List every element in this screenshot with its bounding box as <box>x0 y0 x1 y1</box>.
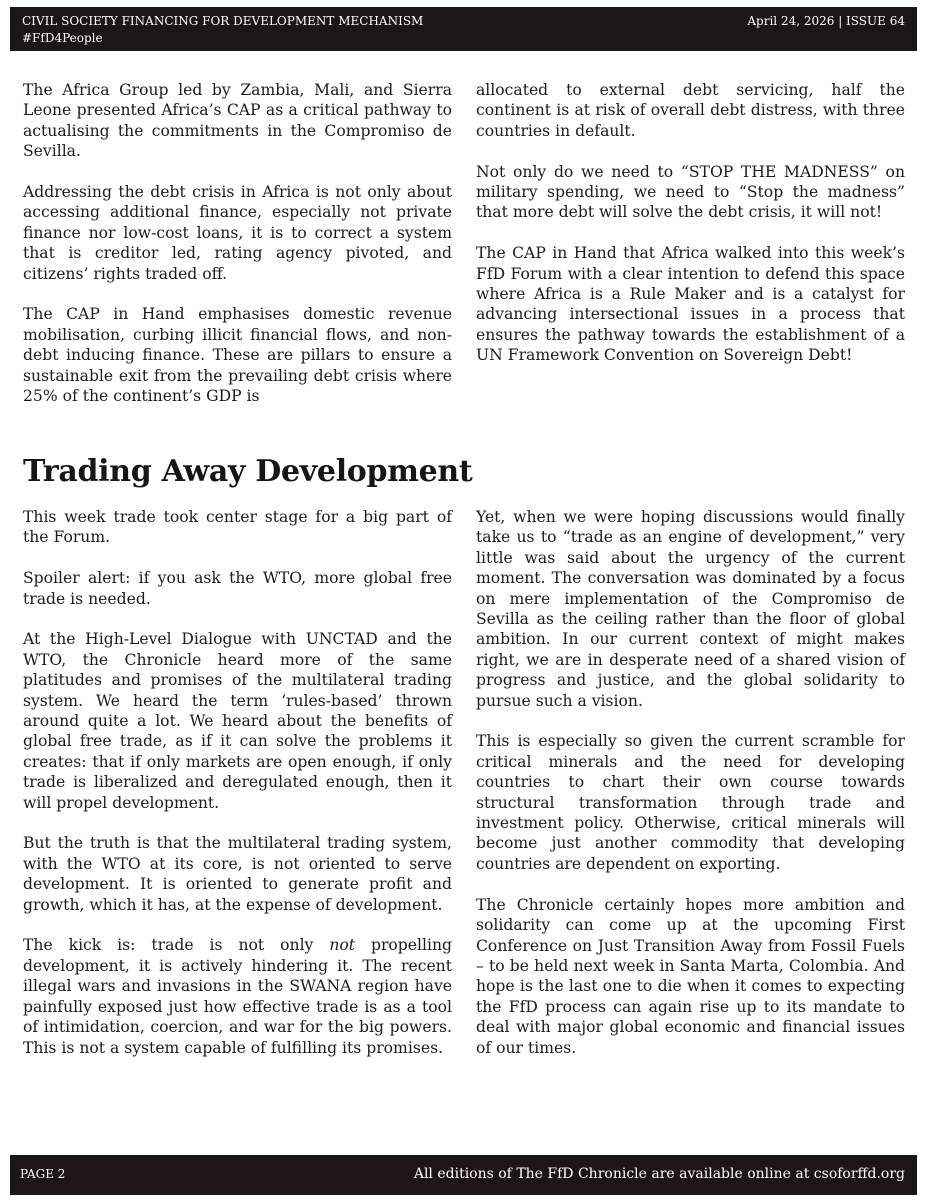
footer-note: All editions of The FfD Chronicle are available online at csoforffd.org <box>413 1166 905 1182</box>
text-run: The kick is: trade is not only <box>23 936 330 955</box>
header-org: CIVIL SOCIETY FINANCING FOR DEVELOPMENT MECHANISM <box>22 14 424 28</box>
paragraph: allocated to external debt servicing, half the continent is at risk of overall debt distress, with three countries in default. <box>476 81 905 140</box>
header-hashtag: #FfD4People <box>22 31 103 45</box>
header-date-issue: April 24, 2026 | ISSUE 64 <box>747 14 905 28</box>
paragraph: At the High-Level Dialogue with UNCTAD and the WTO, the Chronicle heard more of the same platitudes and promises of the multilateral trading system. We heard the term ‘rules-based’ thrown around quite a lot. We heard about the benefits of global free trade, as if it can solve the problems it creates: that if only markets are open enough, if only trade is liberalized and deregulated enough, then it will propel development. <box>23 630 452 812</box>
section-title: Trading Away Development <box>23 454 473 489</box>
paragraph: This is especially so given the current scramble for critical minerals and the need for developing countries to chart their own course towards structural transformation through trade and investment policy. Otherwise, critical minerals will become just another commodity that developing countries are dependent on exporting. <box>476 732 905 873</box>
paragraph: Spoiler alert: if you ask the WTO, more global free trade is needed. <box>23 569 452 608</box>
paragraph: The Chronicle certainly hopes more ambition and solidarity can come up at the upcoming First Conference on Just Transition Away from Fossil Fuels – to be held next week in Santa Marta, Colombia. And hope is the last one to die when it comes to expecting the FfD process can again rise up to its mandate to deal with major global economic and financial issues of our times. <box>476 895 905 1057</box>
emphasis: not <box>329 936 356 955</box>
top-column-right <box>476 80 905 366</box>
header-bar <box>10 7 917 51</box>
paragraph: This week trade took center stage for a big part of the Forum. <box>23 508 452 547</box>
header-left <box>22 13 423 47</box>
paragraph: Yet, when we were hoping discussions would finally take us to “trade as an engine of development,” very little was said about the urgency of the current moment. The conversation was dominated by a focus on mere implementation of the Compromiso de Sevilla as the ceiling rather than the floor of global ambition. In our current context of might makes right, we are in desperate need of a shared vision of progress and justice, and the global solidarity to pursue such a vision. <box>476 508 905 710</box>
text-run: propelling development, it is actively hindering it. The recent illegal wars and invasions in the SWANA region have painfully exposed just how effective trade is as a tool of intimidation, coercion, and war for the big powers. This is not a system capable of fulfilling its promises. <box>23 936 452 1057</box>
footer-bar <box>10 1155 917 1195</box>
page-number: PAGE 2 <box>20 1167 66 1181</box>
paragraph <box>23 935 452 1057</box>
paragraph: Not only do we need to “STOP THE MADNESS” on military spending, we need to “Stop the madness” that more debt will solve the debt crisis, it will not! <box>476 162 905 222</box>
paragraph: The Africa Group led by Zambia, Mali, and Sierra Leone presented Africa’s CAP as a critical pathway to actualising the commitments in the Compromiso de Sevilla. <box>23 81 452 161</box>
paragraph: The CAP in Hand that Africa walked into this week’s FfD Forum with a clear intention to defend this space where Africa is a Rule Maker and is a catalyst for advancing intersectional issues in a process that ensures the pathway towards the establishment of a UN Framework Convention on Sovereign Debt! <box>476 244 905 365</box>
section-column-left <box>23 507 452 1058</box>
top-column-left <box>23 80 452 406</box>
paragraph: The CAP in Hand emphasises domestic revenue mobilisation, curbing illicit financial flows, and non-debt inducing finance. These are pillars to ensure a sustainable exit from the prevailing debt crisis where 25% of the continent’s GDP is <box>23 305 452 406</box>
section-column-right <box>476 507 905 1058</box>
paragraph: Addressing the debt crisis in Africa is not only about accessing additional finance, especially not private finance nor low-cost loans, it is to correct a system that is creditor led, rating agency pivoted, and citizens’ rights traded off. <box>23 183 452 283</box>
paragraph: But the truth is that the multilateral trading system, with the WTO at its core, is not oriented to serve development. It is oriented to generate profit and growth, which it has, at the expense of development. <box>23 834 452 914</box>
